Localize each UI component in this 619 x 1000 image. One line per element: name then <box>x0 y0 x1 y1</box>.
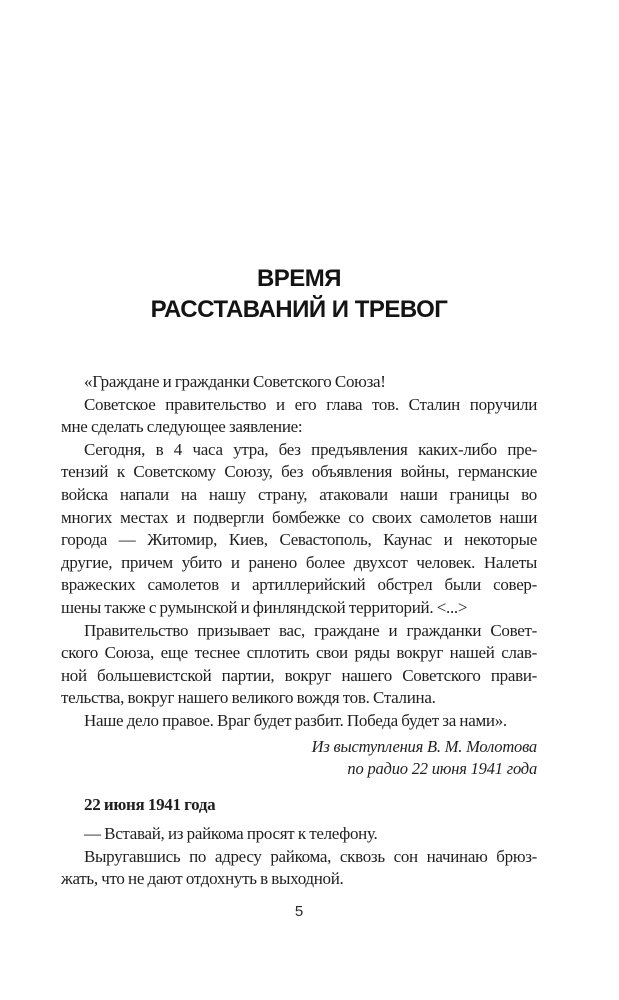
quote-paragraph <box>61 620 537 710</box>
diary-entry <box>61 794 537 891</box>
chapter-title-line: РАССТАВАНИЙ И ТРЕВОГ <box>150 296 448 323</box>
text-line: Выругавшись по адресу райкома, сквозь сон начинаю брюз- <box>84 846 537 866</box>
text-line: войска напали на нашу страну, атаковали наши границы во <box>61 484 537 504</box>
quote-paragraph <box>61 394 537 439</box>
text-line: ского Союза, еще теснее сплотить свои ряды вокруг нашей слав- <box>61 643 537 663</box>
text-line: вражеских самолетов и артиллерийский обстрел были совер- <box>61 575 537 595</box>
text-line: Правительство призывает вас, граждане и гражданки Совет- <box>84 620 537 640</box>
quote-block <box>61 371 537 733</box>
entry-body <box>61 823 537 891</box>
quote-paragraph <box>61 710 537 733</box>
text-line: «Граждане и гражданки Советского Союза! <box>84 372 386 391</box>
chapter-title-line: ВРЕМЯ <box>256 265 342 292</box>
dialogue-line: — Вставай, из райкома просят к телефону. <box>84 824 378 844</box>
quote-paragraph <box>61 439 537 620</box>
text-column <box>61 371 537 891</box>
text-line: Сегодня, в 4 часа утра, без предъявления каких-либо пре- <box>84 439 537 459</box>
chapter-title <box>61 263 537 325</box>
attribution-line: Из выступления В. М. Молотова <box>311 736 537 756</box>
text-line: другие, причем убито и ранено более двухсот человек. Налеты <box>61 552 537 572</box>
quote-paragraph <box>61 371 537 394</box>
text-line: жать, что не дают отдохнуть в выходной. <box>61 869 344 889</box>
page-number: 5 <box>294 903 304 920</box>
text-line: тензий к Советскому Союзу, без объявления войны, германские <box>61 462 537 482</box>
text-line: тельства, вокруг нашего великого вождя тов. Сталина. <box>61 688 436 708</box>
text-line: Советское правительство и его глава тов. Сталин поручили <box>84 394 537 414</box>
entry-date-heading: 22 июня 1941 года <box>84 794 216 814</box>
text-line: Наше дело правое. Враг будет разбит. Победа будет за нами». <box>84 710 507 730</box>
text-line: ной большевистской партии, вокруг нашего Советского прави- <box>61 665 537 685</box>
text-line: многих местах и подвергли бомбежке со своих самолетов наши <box>61 507 537 527</box>
text-line: шены также с румынской и финляндской территорий. <...> <box>61 597 468 617</box>
attribution-line: по радио 22 июня 1941 года <box>347 758 537 778</box>
text-line: мне сделать следующее заявление: <box>61 417 303 437</box>
quote-attribution <box>61 736 537 780</box>
text-line: города — Житомир, Киев, Севастополь, Каунас и некоторые <box>61 530 537 550</box>
